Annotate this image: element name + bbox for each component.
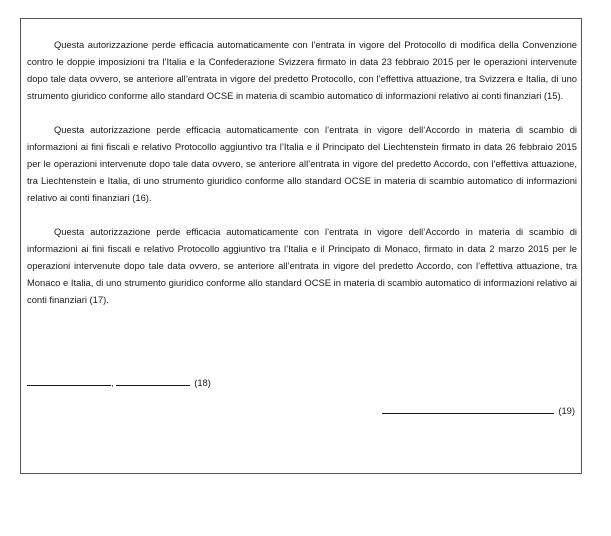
place-date-note: (18) [194,377,211,388]
paragraph-switzerland: Questa autorizzazione perde efficacia automaticamente con l’entrata in vigore del Protocollo di modifica della Convenzione contro le doppie imposizioni tra l’Italia e la Confederazione Svizzera firmato in data 23 febbraio 2015 per le operazioni intervenute dopo tale data ovvero, se anteriore all’entrata in vigore del predetto Protocollo, con l’effettiva attuazione, tra Svizzera e Italia, di uno strumento giuridico conforme allo standard OCSE in materia di scambio automatico di informazioni relativo ai conti finanziari (15). [27,39,577,101]
date-blank [116,375,190,386]
document-body [27,36,577,325]
place-date-separator: , [111,377,114,388]
paragraph-monaco: Questa autorizzazione perde efficacia automaticamente con l’entrata in vigore dell’Accordo in materia di scambio di informazioni ai fini fiscali e relativo Protocollo aggiuntivo tra l’Italia e il Principato di Monaco, firmato in data 2 marzo 2015 per le operazioni intervenute dopo tale data ovvero, se anteriore all’entrata in vigore del predetto Accordo, con l’effettiva attuazione, tra Monaco e Italia, di uno strumento giuridico conforme allo standard OCSE in materia di scambio automatico di informazioni relativo ai conti finanziari (17). [27,226,577,305]
place-blank [27,375,111,386]
place-date-line [27,375,211,390]
signature-blank [382,403,554,414]
document-frame [20,18,582,474]
signature-note: (19) [558,405,575,416]
paragraph-liechtenstein: Questa autorizzazione perde efficacia automaticamente con l’entrata in vigore dell’Accordo in materia di scambio di informazioni ai fini fiscali e relativo Protocollo aggiuntivo tra l’Italia e il Principato del Liechtenstein firmato in data 26 febbraio 2015 per le operazioni intervenute dopo tale data ovvero, se anteriore all’entrata in vigore del predetto Accordo, con l’effettiva attuazione, tra Liechtenstein e Italia, di uno strumento giuridico conforme allo standard OCSE in materia di scambio automatico di informazioni relativo ai conti finanziari (16). [27,124,577,203]
signature-line [382,403,575,418]
